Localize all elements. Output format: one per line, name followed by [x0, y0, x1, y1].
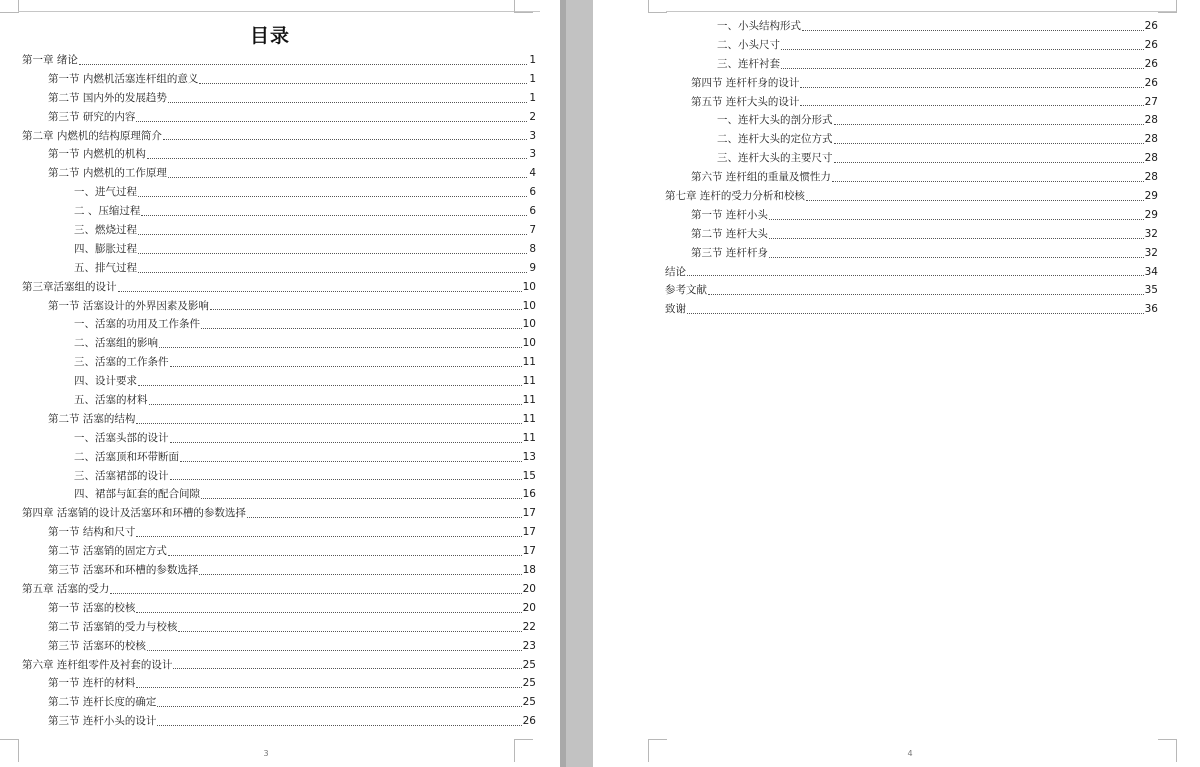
toc-entry-label: 第三节 研究的内容	[48, 110, 136, 123]
toc-entry-label: 第二节 活塞销的受力与校核	[48, 620, 178, 633]
toc-entry-label: 五、活塞的材料	[74, 394, 148, 407]
toc-entry[interactable]	[665, 17, 1158, 36]
toc-entry-label: 第六章 连杆组零件及衬套的设计	[22, 658, 173, 671]
toc-entry-label: 二、小头尺寸	[717, 38, 780, 51]
toc-entry[interactable]	[22, 580, 536, 599]
toc-entry[interactable]	[22, 240, 536, 259]
toc-dot-leader	[781, 48, 1144, 50]
toc-entry-label: 一、连杆大头的剖分形式	[717, 114, 833, 127]
toc-dot-leader	[199, 82, 527, 84]
document-page-right	[593, 0, 1200, 767]
toc-entry[interactable]	[665, 244, 1158, 263]
toc-entry[interactable]	[22, 278, 536, 297]
toc-entry-page: 36	[1144, 303, 1158, 316]
toc-entry-page: 25	[522, 696, 536, 709]
toc-entry-label: 一、进气过程	[74, 186, 137, 199]
toc-entry[interactable]	[22, 183, 536, 202]
toc-entry-page: 20	[522, 582, 536, 595]
toc-dot-leader	[136, 611, 521, 613]
toc-entry-page: 6	[529, 205, 536, 218]
toc-entry[interactable]	[22, 618, 536, 637]
toc-entry[interactable]	[665, 187, 1158, 206]
toc-entry-label: 第一节 活塞设计的外界因素及影响	[48, 299, 209, 312]
toc-entry[interactable]	[22, 372, 536, 391]
toc-entry-label: 第一节 内燃机活塞连杆组的意义	[48, 72, 199, 85]
toc-entry-page: 16	[522, 488, 536, 501]
toc-entry[interactable]	[665, 263, 1158, 282]
toc-entry-page: 22	[522, 620, 536, 633]
toc-entry-label: 结论	[665, 265, 686, 278]
toc-dot-leader	[687, 312, 1144, 314]
toc-entry-label: 四、裙部与缸套的配合间隙	[74, 488, 200, 501]
toc-dot-leader	[138, 271, 527, 273]
toc-entry-label: 三、连杆衬套	[717, 57, 780, 70]
toc-entry-label: 二 、压缩过程	[74, 205, 141, 218]
toc-entry-page: 28	[1144, 152, 1158, 165]
toc-entry-page: 4	[529, 167, 536, 180]
toc-entry-page: 7	[529, 224, 536, 237]
toc-dot-leader	[687, 274, 1144, 276]
toc-dot-leader	[136, 422, 521, 424]
toc-entry[interactable]	[665, 55, 1158, 74]
document-page-left	[0, 0, 560, 767]
toc-dot-leader	[138, 384, 522, 386]
toc-entry-label: 一、活塞的功用及工作条件	[74, 318, 200, 331]
toc-entry-page: 28	[1144, 133, 1158, 146]
toc-entry[interactable]	[665, 130, 1158, 149]
toc-dot-leader	[834, 142, 1144, 144]
crop-mark-bottom-left	[648, 739, 667, 762]
toc-entry-label: 三、燃烧过程	[74, 224, 137, 237]
toc-dot-leader	[170, 365, 522, 367]
toc-entry[interactable]	[22, 712, 536, 731]
toc-entry-page: 23	[522, 639, 536, 652]
toc-entry[interactable]	[665, 168, 1158, 187]
toc-entry-page: 25	[522, 658, 536, 671]
toc-dot-leader	[168, 176, 527, 178]
toc-entry[interactable]	[665, 36, 1158, 55]
toc-dot-leader	[170, 441, 522, 443]
toc-entry-label: 第二节 内燃机的工作原理	[48, 167, 167, 180]
toc-entry-page: 10	[522, 280, 536, 293]
toc-dot-leader	[199, 573, 521, 575]
toc-entry-page: 35	[1144, 284, 1158, 297]
toc-dot-leader	[180, 460, 522, 462]
toc-entry-page: 34	[1144, 265, 1158, 278]
toc-entry-label: 第一节 活塞的校核	[48, 601, 136, 614]
toc-dot-leader	[800, 86, 1143, 88]
toc-entry-label: 第三节 连杆小头的设计	[48, 715, 157, 728]
toc-dot-leader	[806, 199, 1144, 201]
toc-entry-page: 3	[529, 129, 536, 142]
toc-entry[interactable]	[22, 164, 536, 183]
toc-entry-page: 1	[529, 72, 536, 85]
toc-entry-page: 26	[1144, 38, 1158, 51]
toc-entry[interactable]	[22, 448, 536, 467]
toc-entry[interactable]	[22, 89, 536, 108]
toc-entry[interactable]	[22, 467, 536, 486]
toc-entry-label: 三、活塞裙部的设计	[74, 469, 169, 482]
toc-entry[interactable]	[22, 410, 536, 429]
toc-dot-leader	[147, 649, 522, 651]
toc-entry-page: 28	[1144, 114, 1158, 127]
toc-entry[interactable]	[665, 74, 1158, 93]
toc-entry-label: 第一节 内燃机的机构	[48, 148, 146, 161]
toc-dot-leader	[118, 290, 522, 292]
toc-entry-label: 致谢	[665, 303, 686, 316]
toc-dot-leader	[168, 554, 522, 556]
toc-entry-label: 第二节 活塞的结构	[48, 412, 136, 425]
toc-entry-label: 二、连杆大头的定位方式	[717, 133, 833, 146]
toc-dot-leader	[769, 237, 1144, 239]
toc-entry-label: 第二节 连杆长度的确定	[48, 696, 157, 709]
toc-entry-label: 第三节 连杆杆身	[691, 246, 768, 259]
crop-mark-top-right	[514, 0, 533, 13]
toc-entry-page: 10	[522, 318, 536, 331]
toc-entry-page: 15	[522, 469, 536, 482]
toc-dot-leader	[178, 630, 521, 632]
toc-entry-label: 五、排气过程	[74, 261, 137, 274]
toc-entry-page: 11	[522, 356, 536, 369]
toc-dot-leader	[141, 214, 527, 216]
toc-dot-leader	[210, 308, 522, 310]
crop-mark-bottom-right	[1158, 739, 1177, 762]
toc-entry[interactable]	[22, 391, 536, 410]
toc-entry-label: 三、活塞的工作条件	[74, 356, 169, 369]
crop-mark-bottom-right	[514, 739, 533, 762]
toc-entry[interactable]	[22, 202, 536, 221]
toc-entry[interactable]	[22, 145, 536, 164]
toc-dot-leader	[159, 346, 522, 348]
toc-entry[interactable]	[22, 70, 536, 89]
toc-entry-label: 第五节 连杆大头的设计	[691, 95, 800, 108]
toc-entry[interactable]	[22, 674, 536, 693]
toc-dot-leader	[769, 256, 1144, 258]
toc-dot-leader	[800, 104, 1143, 106]
toc-dot-leader	[170, 478, 522, 480]
toc-entry[interactable]	[665, 93, 1158, 112]
toc-entry-page: 1	[529, 54, 536, 66]
toc-dot-leader	[168, 101, 527, 103]
toc-entry-page: 3	[529, 148, 536, 161]
toc-entry-page: 17	[522, 545, 536, 558]
toc-dot-leader	[201, 327, 522, 329]
toc-entry[interactable]	[22, 504, 536, 523]
toc-entry-label: 第一节 连杆的材料	[48, 677, 136, 690]
toc-entry-label: 第二节 活塞销的固定方式	[48, 545, 167, 558]
toc-dot-leader	[157, 724, 521, 726]
page-number: 4	[907, 749, 913, 758]
toc-entry-page: 17	[522, 507, 536, 520]
crop-mark-top-left	[0, 0, 19, 13]
toc-entry-page: 20	[522, 601, 536, 614]
toc-entry-page: 26	[1144, 57, 1158, 70]
toc-dot-leader	[110, 592, 521, 594]
toc-dot-leader	[136, 120, 527, 122]
toc-dot-leader	[802, 29, 1144, 31]
toc-entry-page: 26	[1144, 20, 1158, 32]
toc-dot-leader	[781, 67, 1144, 69]
toc-dot-leader	[832, 180, 1144, 182]
toc-dot-leader	[138, 252, 527, 254]
crop-mark-top-right	[1158, 0, 1177, 13]
toc-entry-label: 第三节 活塞环和环槽的参数选择	[48, 564, 199, 577]
toc-entry[interactable]	[665, 300, 1158, 319]
toc-entry-page: 8	[529, 242, 536, 255]
toc-title: 目录	[249, 25, 290, 47]
toc-entry-label: 二、活塞组的影响	[74, 337, 158, 350]
header-rule	[666, 11, 1176, 12]
toc-entry[interactable]	[22, 693, 536, 712]
toc-entry-label: 第六节 连杆组的重量及惯性力	[691, 171, 831, 184]
toc-entry-page: 2	[529, 110, 536, 123]
toc-entry[interactable]	[665, 281, 1158, 300]
toc-entry-label: 第一节 结构和尺寸	[48, 526, 136, 539]
toc-entry-label: 一、活塞头部的设计	[74, 431, 169, 444]
toc-entry-label: 第四节 连杆杆身的设计	[691, 76, 800, 89]
toc-dot-leader	[149, 403, 522, 405]
gutter-shadow	[560, 0, 566, 767]
toc-entry[interactable]	[22, 523, 536, 542]
toc-entry-label: 二、活塞顶和环带断面	[74, 450, 179, 463]
toc-entry[interactable]	[22, 108, 536, 127]
toc-entry[interactable]	[22, 297, 536, 316]
toc-entry-page: 10	[522, 337, 536, 350]
toc-dot-leader	[138, 233, 527, 235]
toc-entry-label: 第一节 连杆小头	[691, 208, 768, 221]
toc-entry[interactable]	[665, 111, 1158, 130]
crop-mark-bottom-left	[0, 739, 19, 762]
crop-mark-top-left	[648, 0, 667, 13]
toc-entry-page: 9	[529, 261, 536, 274]
toc-entry-label: 四、膨胀过程	[74, 242, 137, 255]
toc-entry-label: 第五章 活塞的受力	[22, 582, 110, 595]
toc-entry-page: 32	[1144, 246, 1158, 259]
toc-entry[interactable]	[22, 127, 536, 146]
toc-entry-page: 6	[529, 186, 536, 199]
toc-entry-page: 28	[1144, 171, 1158, 184]
toc-dot-leader	[247, 516, 522, 518]
toc-entry-page: 29	[1144, 190, 1158, 203]
toc-entry-label: 第二章 内燃机的结构原理简介	[22, 129, 162, 142]
toc-entry-page: 10	[522, 299, 536, 312]
toc-entry[interactable]	[22, 599, 536, 618]
toc-dot-leader	[136, 686, 521, 688]
toc-entry-page: 18	[522, 564, 536, 577]
toc-entry[interactable]	[22, 353, 536, 372]
toc-entry[interactable]	[22, 656, 536, 675]
toc-entry-label: 第四章 活塞销的设计及活塞环和环槽的参数选择	[22, 507, 246, 520]
toc-entry-page: 13	[522, 450, 536, 463]
toc-entry-page: 25	[522, 677, 536, 690]
toc-entry-label: 三、连杆大头的主要尺寸	[717, 152, 833, 165]
toc-entry-page: 11	[522, 412, 536, 425]
toc-entry-label: 第二节 连杆大头	[691, 227, 768, 240]
toc-dot-leader	[136, 535, 521, 537]
toc-entry-label: 参考文献	[665, 284, 707, 297]
toc-entry[interactable]	[22, 429, 536, 448]
toc-entry-label: 第三章活塞组的设计	[22, 280, 117, 293]
toc-entry-label: 第二节 国内外的发展趋势	[48, 91, 167, 104]
toc-entry[interactable]	[22, 637, 536, 656]
toc-entry-label: 第三节 活塞环的校核	[48, 639, 146, 652]
toc-entry-page: 11	[522, 375, 536, 388]
toc-dot-leader	[147, 157, 527, 159]
toc-entry[interactable]	[22, 561, 536, 580]
toc-entry-label: 第一章 绪论	[22, 54, 78, 66]
toc-entry-page: 17	[522, 526, 536, 539]
page-number: 3	[263, 749, 269, 758]
toc-entry-label: 第七章 连杆的受力分析和校核	[665, 190, 805, 203]
toc-list-right	[665, 17, 1158, 319]
toc-entry-label: 一、小头结构形式	[717, 20, 801, 32]
toc-dot-leader	[163, 138, 527, 140]
toc-dot-leader	[157, 705, 521, 707]
toc-entry-page: 26	[1144, 76, 1158, 89]
toc-entry[interactable]	[665, 206, 1158, 225]
toc-entry-page: 32	[1144, 227, 1158, 240]
toc-entry[interactable]	[22, 334, 536, 353]
toc-dot-leader	[708, 293, 1144, 295]
toc-entry[interactable]	[665, 225, 1158, 244]
toc-entry-page: 11	[522, 394, 536, 407]
header-rule	[18, 11, 540, 12]
toc-dot-leader	[201, 497, 522, 499]
toc-entry-page: 26	[522, 715, 536, 728]
toc-entry-label: 四、设计要求	[74, 375, 137, 388]
toc-dot-leader	[79, 63, 527, 65]
toc-dot-leader	[834, 161, 1144, 163]
toc-dot-leader	[173, 667, 521, 669]
toc-entry-page: 11	[522, 431, 536, 444]
toc-entry[interactable]	[665, 149, 1158, 168]
toc-entry-page: 29	[1144, 208, 1158, 221]
toc-dot-leader	[834, 123, 1144, 125]
toc-entry-page: 1	[529, 91, 536, 104]
toc-dot-leader	[138, 195, 527, 197]
toc-entry[interactable]	[22, 542, 536, 561]
toc-entry[interactable]	[22, 485, 536, 504]
toc-dot-leader	[769, 218, 1144, 220]
toc-entry[interactable]	[22, 315, 536, 334]
toc-entry[interactable]	[22, 51, 536, 70]
toc-entry[interactable]	[22, 259, 536, 278]
toc-entry[interactable]	[22, 221, 536, 240]
toc-entry-page: 27	[1144, 95, 1158, 108]
toc-list-left	[22, 51, 536, 731]
